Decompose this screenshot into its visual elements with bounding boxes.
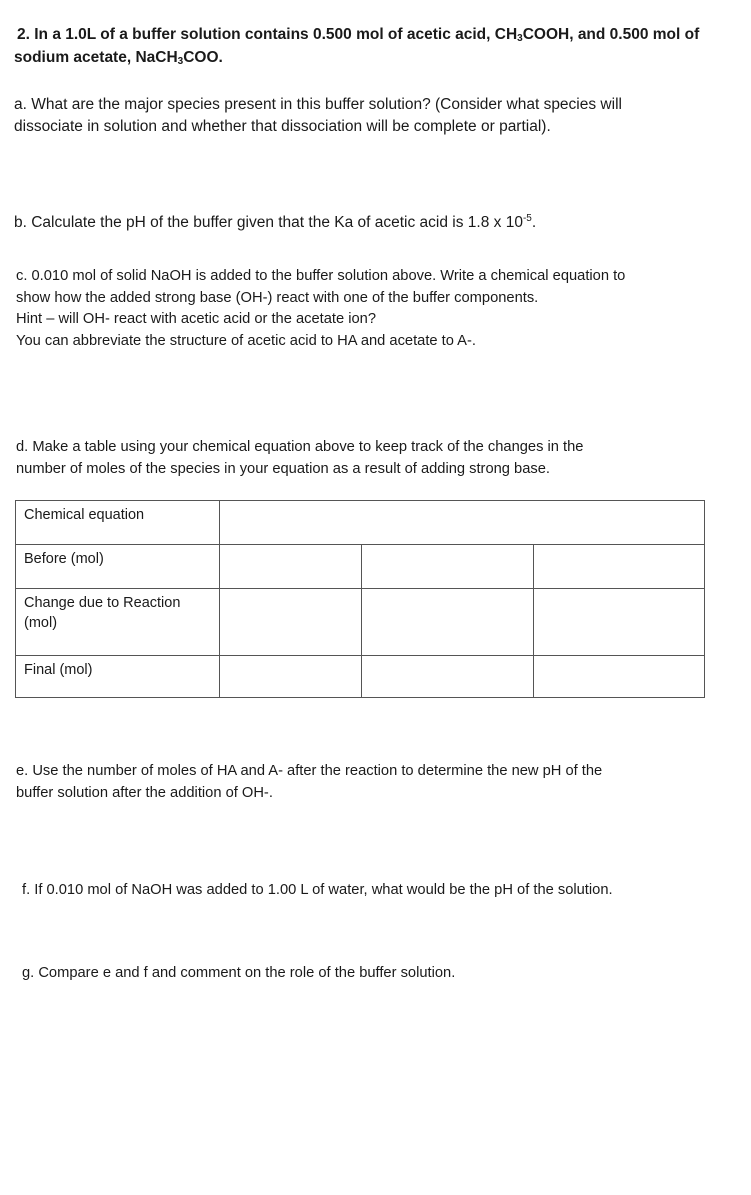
question-c-abbreviation-note: You can abbreviate the structure of acetic acid to HA and acetate to A-. — [16, 332, 476, 349]
final-cell-2[interactable] — [362, 656, 534, 698]
row-label-final: Final (mol) — [16, 656, 220, 698]
title-line-1 — [14, 23, 714, 46]
question-f — [22, 880, 722, 901]
question-a-line-2: dissociate in solution and whether that dissociation will be complete or partial). — [14, 118, 551, 135]
question-f-text: f. If 0.010 mol of NaOH was added to 1.00 L of water, what would be the pH of the solution. — [22, 882, 613, 898]
change-cell-2[interactable] — [362, 589, 534, 656]
title-line-2-subscript: 3 — [177, 56, 184, 67]
title-line-1-subscript: 3 — [517, 33, 523, 44]
question-d — [16, 437, 716, 480]
before-cell-1[interactable] — [220, 545, 362, 589]
title-line-2-text: sodium acetate, NaCH — [14, 49, 178, 66]
title-line-1-text: 2. In a 1.0L of a buffer solution contains 0.500 mol of acetic acid, CH — [17, 26, 518, 43]
question-a-line-1: a. What are the major species present in this buffer solution? (Consider what species will — [14, 96, 622, 113]
question-b-exponent: -5 — [522, 213, 532, 224]
question-c — [16, 266, 716, 352]
change-cell-1[interactable] — [220, 589, 362, 656]
question-e — [16, 761, 716, 804]
row-label-before: Before (mol) — [16, 545, 220, 589]
table-row-before — [16, 545, 705, 589]
question-c-line-1: c. 0.010 mol of solid NaOH is added to the buffer solution above. Write a chemical equation to — [16, 268, 626, 284]
ice-table — [15, 500, 705, 698]
question-c-hint: Hint – will OH- react with acetic acid or the acetate ion? — [16, 311, 377, 327]
row-label-chemical-equation: Chemical equation — [16, 501, 220, 545]
before-cell-3[interactable] — [534, 545, 705, 589]
question-b-text: b. Calculate the pH of the buffer given that the Ka of acetic acid is 1.8 x 10 — [14, 214, 523, 231]
title-line-1-tail: COOH, and 0.500 mol of — [522, 26, 700, 43]
table-row-chemical-equation — [16, 501, 705, 545]
question-2-title — [14, 23, 714, 69]
title-line-2-tail: COO. — [183, 49, 223, 66]
question-e-line-2: buffer solution after the addition of OH-. — [16, 784, 273, 801]
question-d-line-1: d. Make a table using your chemical equation above to keep track of the changes in the — [16, 439, 584, 455]
final-cell-3[interactable] — [534, 656, 705, 698]
question-b — [14, 212, 714, 233]
before-cell-2[interactable] — [362, 545, 534, 589]
change-cell-3[interactable] — [534, 589, 705, 656]
row-label-change: Change due to Reaction (mol) — [16, 589, 220, 656]
question-b-tail: . — [531, 214, 537, 231]
chemical-equation-cell[interactable] — [220, 501, 705, 545]
question-c-line-2: show how the added strong base (OH-) react with one of the buffer components. — [16, 289, 539, 306]
question-b-line — [14, 212, 714, 233]
table-row-final — [16, 656, 705, 698]
question-a — [14, 94, 714, 138]
question-e-line-1: e. Use the number of moles of HA and A- after the reaction to determine the new pH of the — [16, 763, 603, 779]
question-g-text: g. Compare e and f and comment on the role of the buffer solution. — [22, 965, 456, 981]
final-cell-1[interactable] — [220, 656, 362, 698]
table-row-change — [16, 589, 705, 656]
question-g — [22, 963, 722, 984]
question-d-line-2: number of moles of the species in your equation as a result of adding strong base. — [16, 460, 550, 477]
title-line-2 — [14, 46, 714, 69]
